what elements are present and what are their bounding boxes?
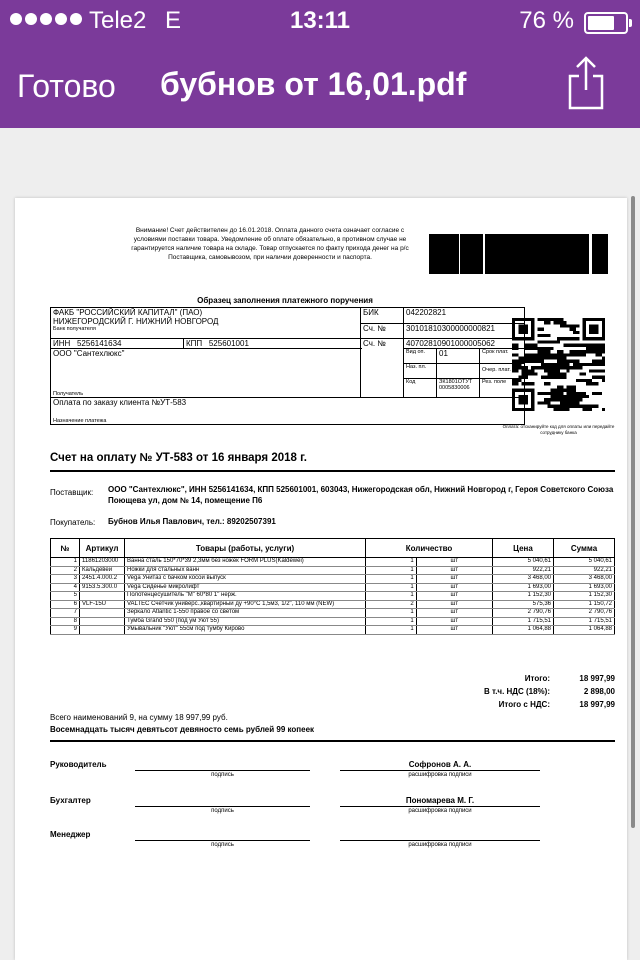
- item-name: VALTEC Счетчик универс.,квартирный ду +90°С 1,5м3, 1/2", 110 мм (NEW): [125, 600, 366, 609]
- item-price: 1 693,00: [493, 583, 554, 592]
- inn-value: 5256141634: [76, 339, 122, 348]
- items-table: [50, 538, 615, 635]
- item-number: 3: [51, 575, 80, 584]
- head-name: Софронов А. А.: [408, 760, 472, 769]
- item-price: 1 715,51: [493, 617, 554, 626]
- vat-value: 2 898,00: [583, 687, 615, 696]
- qr-caption: Оплата: отсканируйте код для оплаты или передайте сотруднику банка: [502, 424, 615, 435]
- item-price: 1 064,88: [493, 626, 554, 635]
- item-name: Зеркало Atlantic 1-550 правое со светом: [125, 609, 366, 618]
- item-qty: 1: [366, 575, 417, 584]
- col-sum: Сумма: [554, 539, 615, 558]
- item-name: Ванна сталь 150*70*39 2,3мм без ножек FORM PLUS(Kaldewei): [125, 558, 366, 567]
- item-unit: шт: [416, 617, 492, 626]
- col-quantity: Количество: [366, 539, 493, 558]
- item-article: [80, 609, 125, 618]
- item-sum: 1 152,30: [554, 592, 615, 601]
- table-row: [51, 558, 615, 567]
- recipient-company: ООО "Сантехлюкс": [53, 349, 125, 358]
- pay-order-label: Очер. плат.: [482, 366, 511, 373]
- corr-account-label: Сч. №: [361, 323, 404, 339]
- item-sum: 1 150,72: [554, 600, 615, 609]
- op-type-label: Вид оп.: [404, 349, 437, 364]
- bik-value: 042202821: [404, 308, 525, 324]
- total-value: 18 997,99: [579, 674, 615, 683]
- bik-label: БИК: [361, 308, 404, 324]
- manager-decode-line: [340, 840, 540, 841]
- supplier-label: Поставщик:: [50, 488, 94, 497]
- vat-label: В т.ч. НДС (18%):: [483, 687, 550, 696]
- qr-code: [512, 318, 605, 411]
- inn-label: ИНН: [53, 339, 71, 348]
- payment-purpose-caption: Назначение платежа: [53, 418, 107, 424]
- clock: 13:11: [289, 7, 351, 34]
- pdf-page: [15, 198, 627, 960]
- buyer-label: Покупатель:: [50, 518, 96, 527]
- validity-notice: Внимание! Счет действителен до 16.01.2018. Оплата данного счета означает согласие с условиями поставки товара. Уведомление об оплате обязательно, в противном случае не гарантируется наличие товара на складе. Товар отпускается по факту прихода денег на р/с Поставщика, самовывозом, при наличии доверенности и паспорта.: [131, 227, 409, 261]
- network-type: E: [165, 7, 182, 34]
- payment-details-table: [50, 307, 525, 425]
- item-name: Vega Унитаз с бачком косой выпуск: [125, 575, 366, 584]
- item-article: [80, 626, 125, 635]
- total-with-vat-value: 18 997,99: [579, 700, 615, 709]
- item-number: 2: [51, 566, 80, 575]
- op-type-value: 01: [437, 349, 480, 364]
- table-row: [51, 592, 615, 601]
- item-article: [80, 617, 125, 626]
- pay-term-label: Срок плат.: [480, 349, 525, 364]
- code-value: ЗК1801ОТУТ 0005830006: [437, 378, 480, 397]
- item-name: Тумба Grand 550 (под ум Уют 55): [125, 617, 366, 626]
- carrier-label: Tele2: [89, 7, 147, 34]
- item-price: 2 790,76: [493, 609, 554, 618]
- item-number: 9: [51, 626, 80, 635]
- summary-divider: [50, 740, 615, 742]
- summary-words: Восемнадцать тысяч девятьсот девяносто семь рублей 99 копеек: [50, 725, 315, 734]
- accountant-decode-line: [340, 806, 540, 807]
- kpp-value: 525601001: [208, 339, 249, 348]
- payment-sample-title: Образец заполнения платежного поручения: [197, 296, 373, 305]
- code-label: Код: [404, 378, 437, 397]
- total-label: Итого:: [524, 674, 550, 683]
- item-name: Vega Сиденье микролифт: [125, 583, 366, 592]
- item-number: 7: [51, 609, 80, 618]
- done-button[interactable]: Готово: [17, 68, 116, 104]
- item-name: Полотенцесушитель "М" 60*80 1" нерж.: [125, 592, 366, 601]
- summary-count: Всего наименований 9, на сумму 18 997,99 руб.: [50, 713, 228, 722]
- accountant-signature-line: [135, 806, 310, 807]
- table-row: [51, 617, 615, 626]
- col-goods: Товары (работы, услуги): [125, 539, 366, 558]
- invoice-title: Счет на оплату № УТ-583 от 16 января 2018 г.: [50, 452, 307, 464]
- item-unit: шт: [416, 558, 492, 567]
- kpp-label: КПП: [186, 339, 203, 348]
- recipient-caption: Получатель: [53, 391, 84, 397]
- item-article: [80, 592, 125, 601]
- item-qty: 1: [366, 626, 417, 635]
- accountant-name: Пономарева М. Г.: [405, 796, 475, 805]
- item-price: 3 468,00: [493, 575, 554, 584]
- item-name: Ножки для стальных ванн: [125, 566, 366, 575]
- nav-bar: [0, 40, 640, 128]
- battery-icon: [584, 12, 628, 34]
- col-price: Цена: [493, 539, 554, 558]
- table-row: [51, 609, 615, 618]
- bank-name: ФАКБ "РОССИЙСКИЙ КАПИТАЛ" (ПАО): [53, 308, 203, 317]
- table-row: [51, 575, 615, 584]
- item-price: 1 152,30: [493, 592, 554, 601]
- barcode: [428, 234, 608, 274]
- table-row: [51, 626, 615, 635]
- item-number: 8: [51, 617, 80, 626]
- item-qty: 2: [366, 600, 417, 609]
- head-signature-caption: подпись: [211, 772, 234, 778]
- item-qty: 1: [366, 566, 417, 575]
- title-divider: [50, 470, 615, 472]
- account-value: 40702810901000005062: [404, 339, 525, 349]
- item-unit: шт: [416, 626, 492, 635]
- item-unit: шт: [416, 583, 492, 592]
- item-unit: шт: [416, 600, 492, 609]
- table-row: [51, 583, 615, 592]
- item-qty: 1: [366, 558, 417, 567]
- item-sum: 2 790,76: [554, 609, 615, 618]
- item-sum: 1 693,00: [554, 583, 615, 592]
- item-article: VLF-15U: [80, 600, 125, 609]
- share-icon[interactable]: [566, 54, 606, 110]
- item-number: 5: [51, 592, 80, 601]
- item-price: 922,21: [493, 566, 554, 575]
- reserve-field-label: Рез. поле: [480, 378, 525, 397]
- purpose-code-label: Наз. пл.: [404, 363, 437, 378]
- accountant-label: Бухгалтер: [50, 796, 91, 805]
- item-qty: 1: [366, 592, 417, 601]
- item-sum: 1 715,51: [554, 617, 615, 626]
- bank-city: НИЖЕГОРОДСКИЙ Г. НИЖНИЙ НОВГОРОД: [53, 317, 219, 326]
- item-price: 5 040,61: [493, 558, 554, 567]
- item-number: 1: [51, 558, 80, 567]
- head-decode-line: [340, 770, 540, 771]
- scrollbar[interactable]: [631, 196, 635, 828]
- invoice-document: [50, 226, 615, 848]
- status-bar: [0, 0, 640, 40]
- head-label: Руководитель: [50, 760, 107, 769]
- table-row: [51, 566, 615, 575]
- head-signature-line: [135, 770, 310, 771]
- item-number: 6: [51, 600, 80, 609]
- item-article: 11861203000: [80, 558, 125, 567]
- item-article: 2451.4.000.2: [80, 575, 125, 584]
- manager-signature-caption: подпись: [211, 842, 234, 848]
- head-decode-caption: расшифровка подписи: [408, 772, 472, 778]
- bank-recipient-caption: Банк получателя: [53, 326, 96, 332]
- table-row: [51, 600, 615, 609]
- supplier-value: ООО "Сантехлюкс", ИНН 5256141634, КПП 525601001, 603043, Нижегородская обл, Нижний Новгород г, Героя Советского Союза Поющева ул, дом № 14, помещение П6: [108, 485, 614, 505]
- account-label: Сч. №: [361, 339, 404, 398]
- item-unit: шт: [416, 592, 492, 601]
- manager-signature-line: [135, 840, 310, 841]
- item-qty: 1: [366, 583, 417, 592]
- item-sum: 922,21: [554, 566, 615, 575]
- item-unit: шт: [416, 609, 492, 618]
- accountant-signature-caption: подпись: [211, 808, 234, 814]
- manager-label: Менеджер: [50, 830, 91, 839]
- item-unit: шт: [416, 566, 492, 575]
- item-unit: шт: [416, 575, 492, 584]
- accountant-decode-caption: расшифровка подписи: [408, 808, 472, 814]
- item-sum: 5 040,61: [554, 558, 615, 567]
- col-number: №: [51, 539, 80, 558]
- item-article: Кальдевей: [80, 566, 125, 575]
- item-number: 4: [51, 583, 80, 592]
- item-price: 575,36: [493, 600, 554, 609]
- total-with-vat-label: Итого с НДС:: [498, 700, 550, 709]
- item-name: Умывальник "Уют" 55см под тумбу Кирово: [125, 626, 366, 635]
- battery-percent: 76 %: [519, 7, 574, 34]
- item-qty: 1: [366, 617, 417, 626]
- col-article: Артикул: [80, 539, 125, 558]
- item-qty: 1: [366, 609, 417, 618]
- item-sum: 3 468,00: [554, 575, 615, 584]
- corr-account-value: 30101810300000000821: [404, 323, 525, 339]
- item-article: 9153.5.300.0: [80, 583, 125, 592]
- manager-decode-caption: расшифровка подписи: [408, 842, 472, 848]
- item-sum: 1 064,88: [554, 626, 615, 635]
- buyer-value: Бубнов Илья Павлович, тел.: 89202507391: [108, 517, 276, 526]
- document-title: бубнов от 16,01.pdf: [160, 66, 467, 102]
- payment-purpose: Оплата по заказу клиента №УТ-583: [53, 398, 187, 407]
